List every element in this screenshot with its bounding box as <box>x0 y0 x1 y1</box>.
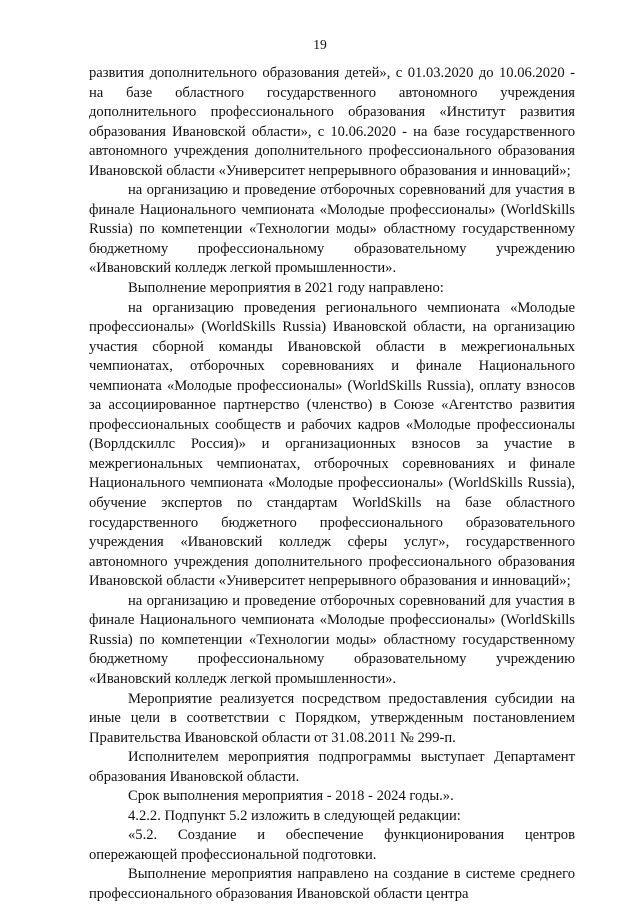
paragraph-2021-heading: Выполнение мероприятия в 2021 году направлено: <box>128 280 444 297</box>
paragraph-subclause-amendment: 4.2.2. Подпункт 5.2 изложить в следующей редакции: <box>128 807 461 824</box>
paragraph-continuation: развития дополнительного образования детей», с 01.03.2020 до 10.06.2020 - на базе областного государственного автономного учреждения дополнительного профессионального образования «Институт развития образования Ивановской области», с 10.06.2020 - на базе государственного автономного учреждения дополнительного профессионального образования Ивановской области «Университет непрерывного образования и инноваций»; <box>89 65 575 179</box>
paragraph-subsidy: Мероприятие реализуется посредством предоставления субсидии на иные цели в соответствии с Порядком, утвержденным постановлением Правительства Ивановской области от 31.08.2011 № 299-п. <box>89 690 575 746</box>
paragraph-fashion-competition-2020: на организацию и проведение отборочных соревнований для участия в финале Национального чемпионата «Молодые профессионалы» (WorldSkills Russia) по компетенции «Технологии моды» областному государственному бюджетному профессиональному образовательному учреждению «Ивановский колледж легкой промышленности». <box>89 182 575 277</box>
document-body <box>89 64 575 905</box>
paragraph-fashion-competition-2021: на организацию и проведение отборочных соревнований для участия в финале Национального чемпионата «Молодые профессионалы» (WorldSkills Russia) по компетенции «Технологии моды» областному государственному бюджетному профессиональному образовательному учреждению «Ивановский колледж легкой промышленности». <box>89 592 575 687</box>
paragraph-term: Срок выполнения мероприятия - 2018 - 2024 годы.». <box>128 788 454 805</box>
page-number: 19 <box>313 37 327 52</box>
paragraph-centre-creation: Выполнение мероприятия направлено на создание в системе среднего профессионального образования Ивановской области центра <box>89 866 575 902</box>
paragraph-subclause-5-2: «5.2. Создание и обеспечение функционирования центров опережающей профессиональной подготовки. <box>89 827 575 863</box>
paragraph-executor: Исполнителем мероприятия подпрограммы выступает Департамент образования Ивановской области. <box>89 749 575 785</box>
paragraph-regional-championship: на организацию проведения регионального чемпионата «Молодые профессионалы» (WorldSkills Russia) Ивановской области, на организацию участия сборной команды Ивановской области в межрегиональных чемпионатах, отборочных соревнованиях и финале Национального чемпионата «Молодые профессионалы» (WorldSkills Russia), оплату взносов за ассоциированное партнерство (членство) в Союзе «Агентство развития профессиональных сообществ и рабочих кадров «Молодые профессионалы (Ворлдскиллс Россия)» и организационных взносов за участие в межрегиональных чемпионатах, отборочных соревнованиях и финале Национального чемпионата «Молодые профессионалы» (WorldSkills Russia), обучение экспертов по стандартам WorldSkills на базе областного государственного бюджетного профессионального образовательного учреждения «Ивановский колледж сферы услуг», государственного автономного учреждения дополнительного профессионального образования Ивановской области «Университет непрерывного образования и инноваций»; <box>89 299 575 590</box>
